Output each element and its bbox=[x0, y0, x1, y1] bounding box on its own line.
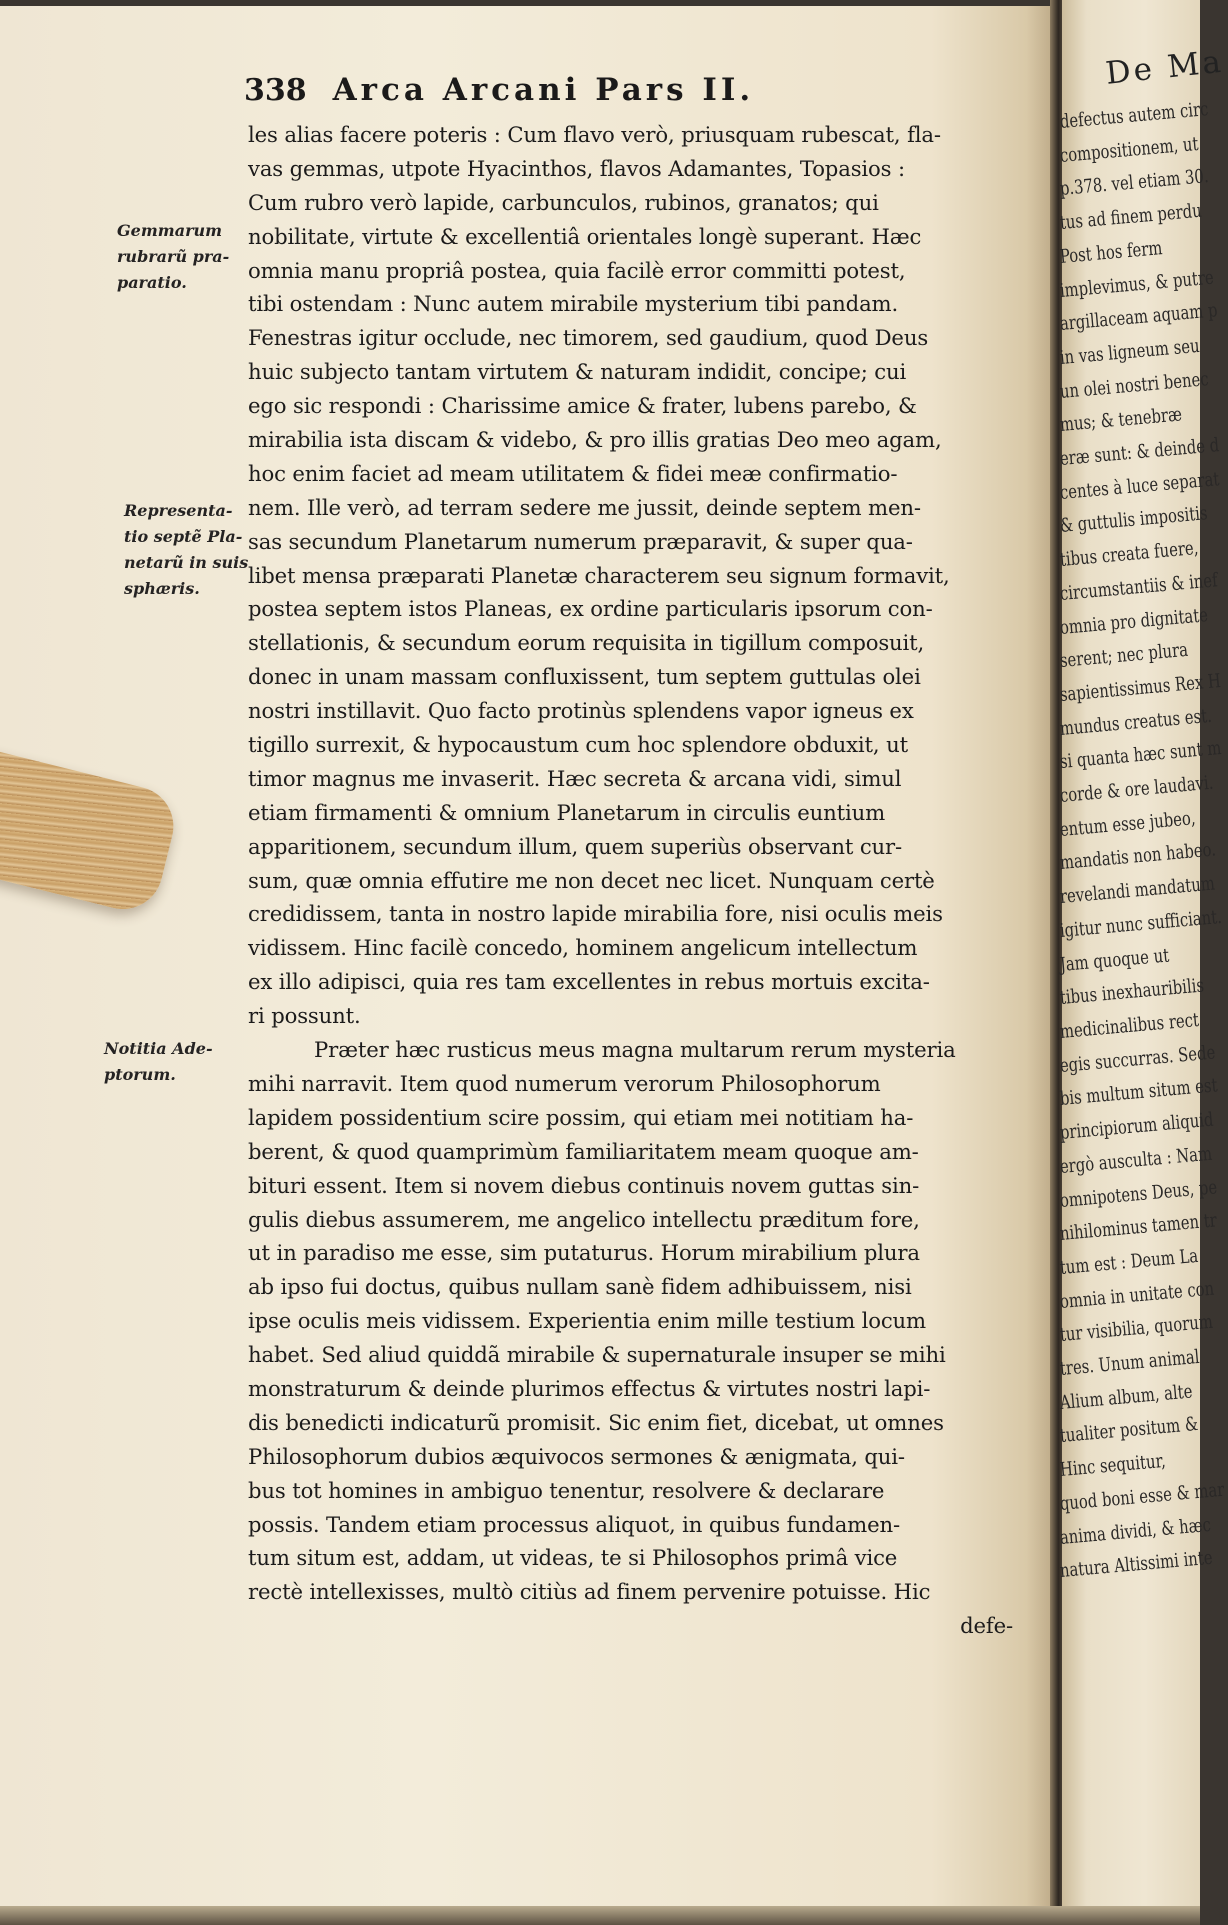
running-head bbox=[244, 72, 904, 116]
facing-line: tum est : Deum La bbox=[1058, 1244, 1200, 1279]
facing-line: mus; & tenebræ bbox=[1058, 403, 1183, 437]
marginal-note-line: tio septẽ Pla- bbox=[124, 527, 243, 546]
facing-line: mandatis non habeo. bbox=[1058, 838, 1217, 875]
facing-line: un olei nostri benec bbox=[1058, 367, 1210, 403]
text-line: ab ipso fui doctus, quibus nullam sanè fidem adhibuissem, nisi bbox=[248, 1274, 912, 1300]
text-line: libet mensa præparati Planetæ characterem seu signum formavit, bbox=[248, 562, 950, 588]
facing-line: entum esse jubeo, bbox=[1058, 806, 1197, 841]
text-line: hoc enim faciet ad meam utilitatem & fidei meæ confirmatio- bbox=[248, 460, 898, 486]
text-line: habet. Sed aliud quiddã mirabile & supernaturale insuper se mihi bbox=[248, 1342, 946, 1368]
marginal-note-representatio bbox=[124, 498, 266, 602]
text-line: vidissem. Hinc facilè concedo, hominem angelicum intellectum bbox=[248, 935, 918, 961]
marginal-note-line: Notitia Ade- bbox=[104, 1039, 213, 1058]
text-line: Philosophorum dubios æquivocos sermones & ænigmata, qui- bbox=[248, 1443, 905, 1469]
text-line: omnia manu propriâ postea, quia facilè error committi potest, bbox=[248, 257, 906, 283]
facing-line: sapientissimus Rex H bbox=[1058, 669, 1222, 706]
facing-page-text bbox=[1058, 98, 1228, 1589]
facing-line: implevimus, & putre bbox=[1058, 266, 1215, 302]
facing-line: defectus autem circ bbox=[1058, 98, 1210, 133]
text-line: bus tot homines in ambiguo tenentur, resolvere & declarare bbox=[248, 1477, 885, 1503]
facing-line: Hinc sequitur, bbox=[1058, 1449, 1167, 1482]
facing-line: Jam quoque ut bbox=[1058, 944, 1170, 976]
marginal-note-line: Gemmarum bbox=[117, 221, 223, 240]
text-line: sas secundum Planetarum numerum præparavit, & super qua- bbox=[248, 528, 913, 554]
text-line: les alias facere poteris : Cum flavo verò, priusquam rubescat, fla- bbox=[248, 122, 941, 147]
facing-line: Alium album, alte bbox=[1058, 1380, 1194, 1414]
facing-line: nihilominus tamen tr bbox=[1058, 1209, 1218, 1246]
facing-line: tualiter positum & bbox=[1058, 1413, 1199, 1448]
facing-line: centes à luce separat bbox=[1058, 467, 1221, 504]
facing-line: principiorum aliquid bbox=[1058, 1108, 1215, 1145]
facing-line: tres. Unum animal bbox=[1058, 1345, 1201, 1380]
text-line: bituri essent. Item si novem diebus continuis novem guttas sin- bbox=[248, 1172, 920, 1198]
text-line: berent, & quod quamprimùm familiaritatem meam quoque am- bbox=[248, 1138, 919, 1164]
text-line: ut in paradiso me esse, sim putaturus. Horum mirabilium plura bbox=[248, 1240, 920, 1266]
facing-line: & guttulis impositis bbox=[1058, 502, 1209, 538]
facing-line: natura Altissimi inte bbox=[1058, 1546, 1214, 1583]
facing-line: circumstantiis & inef bbox=[1058, 569, 1219, 605]
paragraph-start-line: Præter hæc rusticus meus magna multarum rerum mysteria bbox=[314, 1037, 956, 1063]
text-line: lapidem possidentium scire possim, qui etiam mei notitiam ha- bbox=[248, 1104, 914, 1130]
facing-line: serent; nec plura bbox=[1058, 639, 1189, 673]
text-line: ri possunt. bbox=[248, 1003, 361, 1029]
text-line: tibi ostendam : Nunc autem mirabile mysterium tibi pandam. bbox=[248, 291, 899, 317]
text-line: Cum rubro verò lapide, carbunculos, rubinos, granatos; qui bbox=[248, 189, 879, 215]
marginal-note-line: paratio. bbox=[117, 273, 187, 292]
text-line: rectè intellexisses, multò citiùs ad finem pervenire potuisse. Hic bbox=[248, 1579, 931, 1605]
text-line: etiam firmamenti & omnium Planetarum in circulis euntium bbox=[248, 799, 886, 825]
facing-line: compositionem, ut bbox=[1058, 132, 1200, 167]
facing-line: corde & ore laudavi. bbox=[1058, 771, 1215, 808]
text-line: donec in unam massam confluxissent, tum septem guttulas olei bbox=[248, 664, 921, 690]
page-title: Arca Arcani Pars II. bbox=[332, 72, 755, 108]
text-line: credidissem, tanta in nostro lapide mirabilia fore, nisi oculis meis bbox=[248, 901, 943, 927]
text-line: dis benedicti indicaturũ promisit. Sic enim fiet, dicebat, ut omnes bbox=[248, 1409, 944, 1435]
facing-line: egis succurras. Sede bbox=[1058, 1041, 1217, 1077]
facing-line: si quanta hæc sunt m bbox=[1058, 737, 1223, 774]
facing-line: eræ sunt: & deinde d bbox=[1058, 434, 1221, 470]
text-line: vas gemmas, utpote Hyacinthos, flavos Adamantes, Topasios : bbox=[248, 155, 905, 181]
page-bottom-edge bbox=[0, 1906, 1200, 1925]
facing-line: mundus creatus est. bbox=[1058, 704, 1213, 740]
marginal-note-line: ptorum. bbox=[104, 1065, 176, 1084]
text-line: Fenestras igitur occlude, nec timorem, sed gaudium, quod Deus bbox=[248, 325, 929, 351]
text-line: nobilitate, virtute & excellentiâ orientales longè superant. Hæc bbox=[248, 223, 922, 249]
text-line: tum situm est, addam, ut videas, te si Philosophos primâ vice bbox=[248, 1545, 898, 1571]
facing-line: igitur nunc sufficiant. bbox=[1058, 905, 1223, 942]
facing-line: tus ad finem perdu bbox=[1058, 199, 1203, 235]
facing-line: p.378. vel etiam 30. bbox=[1058, 165, 1210, 201]
text-line: ego sic respondi : Charissime amice & frater, lubens parebo, & bbox=[248, 393, 917, 419]
text-line: sum, quæ omnia effutire me non decet nec licet. Nunquam certè bbox=[248, 867, 935, 893]
catchword: defe- bbox=[960, 1613, 1013, 1639]
marginal-note-line: netarũ in suis bbox=[124, 553, 249, 572]
text-line: postea septem istos Planeas, ex ordine particularis ipsorum con- bbox=[248, 596, 933, 622]
text-line: ex illo adipisci, quia res tam excellentes in rebus mortuis excita- bbox=[248, 969, 930, 995]
facing-line: anima dividi, & hæc bbox=[1058, 1513, 1212, 1549]
text-line: mirabilia ista discam & videbo, & pro illis gratias Deo meo agam, bbox=[248, 427, 942, 453]
marginal-note-notitia bbox=[104, 1036, 246, 1088]
marginal-note-gemmarum bbox=[117, 218, 259, 296]
facing-line: revelandi mandatum bbox=[1058, 872, 1216, 909]
text-line: tigillo surrexit, & hypocaustum cum hoc splendore obduxit, ut bbox=[248, 732, 908, 758]
text-line: ipse oculis meis vidissem. Experientia enim mille testium locum bbox=[248, 1308, 926, 1334]
facing-line: omnia pro dignitate bbox=[1058, 603, 1209, 639]
text-line: monstraturum & deinde plurimos effectus & virtutes nostri lapi- bbox=[248, 1375, 931, 1401]
facing-line: quod boni esse & mar bbox=[1058, 1478, 1226, 1515]
facing-line: omnia in unitate con bbox=[1058, 1277, 1215, 1313]
text-line: timor magnus me invaserit. Hæc secreta & arcana vidi, simul bbox=[248, 765, 902, 791]
marginal-note-line: sphæris. bbox=[124, 579, 200, 598]
body-text bbox=[248, 118, 1018, 1643]
facing-line: tibus inexhauribilis bbox=[1058, 974, 1205, 1010]
facing-line: bis multum situm est bbox=[1058, 1074, 1219, 1111]
facing-line: in vas ligneum seu bbox=[1058, 334, 1201, 369]
text-line: apparitionem, secundum illum, quem superiùs observant cur- bbox=[248, 833, 903, 859]
text-line: possis. Tandem etiam processus aliquot, in quibus fundamen- bbox=[248, 1511, 901, 1537]
text-line: nostri instillavit. Quo facto protinùs splendens vapor igneus ex bbox=[248, 698, 914, 724]
facing-line: omnipotens Deus, pe bbox=[1058, 1175, 1219, 1212]
facing-line: tibus creata fuere, bbox=[1058, 537, 1200, 572]
facing-line: tur visibilia, quorum bbox=[1058, 1310, 1214, 1347]
text-line: mihi narravit. Item quod numerum verorum Philosophorum bbox=[248, 1070, 881, 1096]
page-number: 338 bbox=[244, 73, 307, 108]
marginal-note-line: Representa- bbox=[124, 501, 233, 520]
facing-line: argillaceam aquam p bbox=[1058, 299, 1219, 336]
facing-line: Post hos ferm bbox=[1058, 236, 1164, 268]
text-line: stellationis, & secundum eorum requisita in tigillum composuit, bbox=[248, 630, 925, 656]
facing-page-running-head: De Ma bbox=[1104, 43, 1226, 92]
facing-line: medicinalibus rect bbox=[1058, 1008, 1200, 1043]
text-line: gulis diebus assumerem, me angelico intellectu præditum fore, bbox=[248, 1206, 920, 1232]
text-line: nem. Ille verò, ad terram sedere me jussit, deinde septem men- bbox=[248, 494, 921, 520]
facing-line: ergò ausculta : Nam bbox=[1058, 1142, 1213, 1178]
text-line: huic subjecto tantam virtutem & naturam indidit, concipe; cui bbox=[248, 359, 907, 385]
marginal-note-line: rubrarũ pra- bbox=[117, 247, 230, 266]
